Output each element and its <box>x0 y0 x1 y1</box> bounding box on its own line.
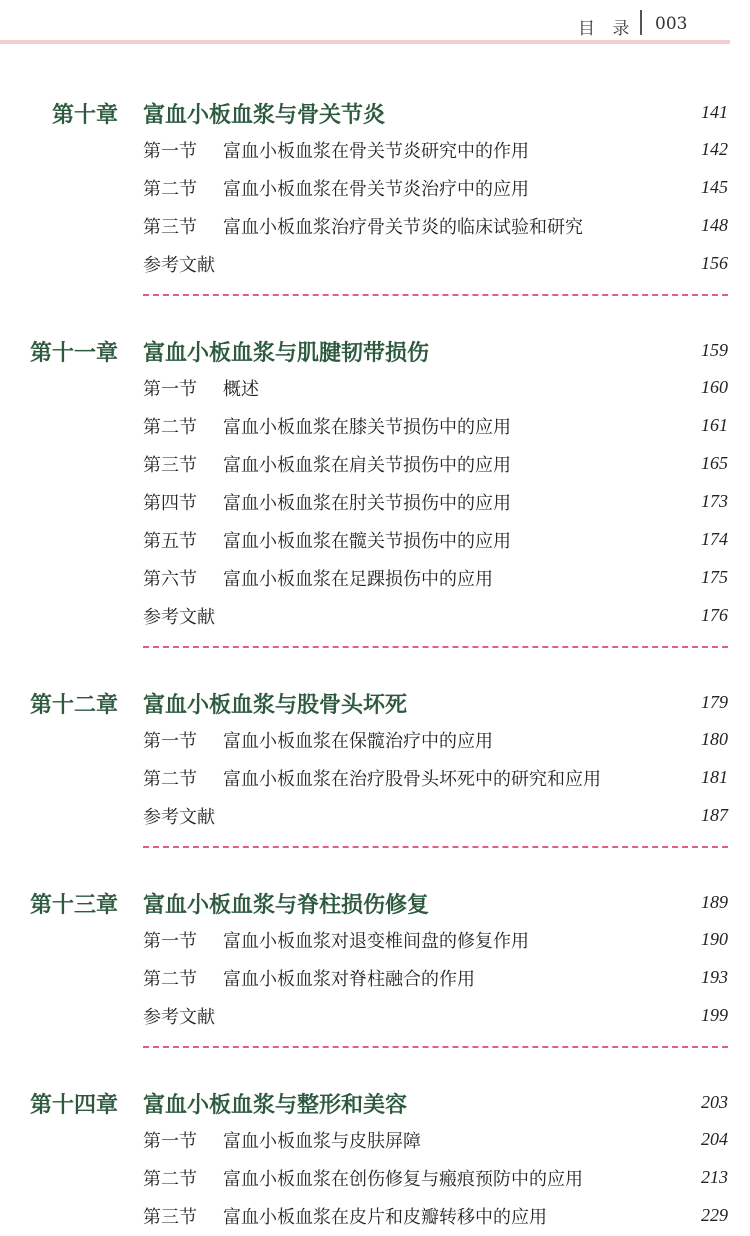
section-title: 富血小板血浆治疗骨关节炎的临床试验和研究 <box>223 217 583 238</box>
references-label: 参考文献 <box>143 607 215 628</box>
chapter-block <box>0 882 750 1082</box>
section-title: 富血小板血浆在骨关节炎治疗中的应用 <box>223 179 529 200</box>
section-title: 富血小板血浆在肩关节损伤中的应用 <box>223 455 511 476</box>
chapter-title: 富血小板血浆与脊柱损伤修复 <box>143 893 430 918</box>
section-title: 富血小板血浆在肘关节损伤中的应用 <box>223 493 511 514</box>
section-label: 第六节 <box>143 569 197 590</box>
section-entry[interactable] <box>0 960 750 998</box>
section-entry[interactable] <box>0 170 750 208</box>
section-title: 富血小板血浆在骨关节炎研究中的作用 <box>223 141 529 162</box>
chapter-separator <box>0 284 750 330</box>
section-title: 富血小板血浆与皮肤屏障 <box>223 1131 421 1152</box>
chapter-number: 第十三章 <box>29 892 118 918</box>
table-of-contents <box>0 92 750 1236</box>
section-label: 第五节 <box>143 531 197 552</box>
section-label: 第四节 <box>143 493 197 514</box>
section-label: 第三节 <box>143 455 197 476</box>
chapter-number: 第十二章 <box>29 692 118 718</box>
section-entry[interactable] <box>0 922 750 960</box>
section-entry[interactable] <box>0 1160 750 1198</box>
section-page-number: 193 <box>701 967 728 987</box>
section-label: 第三节 <box>143 217 197 238</box>
section-title: 富血小板血浆在足踝损伤中的应用 <box>223 569 493 590</box>
section-entry[interactable] <box>0 560 750 598</box>
section-page-number: 190 <box>701 929 728 949</box>
section-label: 第一节 <box>143 1131 197 1152</box>
section-label: 第一节 <box>143 141 197 162</box>
chapter-page-number: 203 <box>701 1092 728 1112</box>
section-page-number: 165 <box>701 453 728 473</box>
chapter-title: 富血小板血浆与骨关节炎 <box>143 103 386 128</box>
section-label: 第二节 <box>143 179 197 200</box>
references-entry[interactable] <box>0 998 750 1036</box>
section-page-number: 160 <box>701 377 728 397</box>
section-label: 第二节 <box>143 769 197 790</box>
section-entry[interactable] <box>0 408 750 446</box>
section-title: 富血小板血浆对脊柱融合的作用 <box>223 969 475 990</box>
chapter-number: 第十四章 <box>29 1092 118 1118</box>
section-page-number: 142 <box>701 139 728 159</box>
section-label: 第一节 <box>143 379 197 400</box>
section-entry[interactable] <box>0 446 750 484</box>
section-page-number: 148 <box>701 215 728 235</box>
chapter-page-number: 141 <box>701 102 728 122</box>
references-page-number: 199 <box>701 1005 728 1025</box>
section-title: 富血小板血浆在髋关节损伤中的应用 <box>223 531 511 552</box>
header-rule <box>0 40 730 44</box>
section-label: 第二节 <box>143 969 197 990</box>
section-page-number: 181 <box>701 767 728 787</box>
chapter-title: 富血小板血浆与整形和美容 <box>143 1093 408 1118</box>
section-entry[interactable] <box>0 1122 750 1160</box>
chapter-title: 富血小板血浆与股骨头坏死 <box>143 693 408 718</box>
section-page-number: 145 <box>701 177 728 197</box>
chapter-separator <box>0 1036 750 1082</box>
references-label: 参考文献 <box>143 807 215 828</box>
section-page-number: 229 <box>701 1205 728 1225</box>
chapter-block <box>0 92 750 330</box>
chapter-block <box>0 682 750 882</box>
references-label: 参考文献 <box>143 255 215 276</box>
section-entry[interactable] <box>0 132 750 170</box>
section-entry[interactable] <box>0 722 750 760</box>
section-title: 概述 <box>223 379 259 400</box>
chapter-heading-row[interactable] <box>0 330 750 370</box>
section-title: 富血小板血浆对退变椎间盘的修复作用 <box>223 931 529 952</box>
references-page-number: 176 <box>701 605 728 625</box>
section-entry[interactable] <box>0 370 750 408</box>
references-label: 参考文献 <box>143 1007 215 1028</box>
chapter-page-number: 189 <box>701 892 728 912</box>
references-entry[interactable] <box>0 246 750 284</box>
section-page-number: 180 <box>701 729 728 749</box>
chapter-heading-row[interactable] <box>0 1082 750 1122</box>
references-entry[interactable] <box>0 798 750 836</box>
chapter-heading-row[interactable] <box>0 92 750 132</box>
chapter-page-number: 159 <box>701 340 728 360</box>
chapter-block <box>0 1082 750 1236</box>
section-title: 富血小板血浆在膝关节损伤中的应用 <box>223 417 511 438</box>
references-page-number: 187 <box>701 805 728 825</box>
section-label: 第三节 <box>143 1207 197 1228</box>
section-title: 富血小板血浆在治疗股骨头坏死中的研究和应用 <box>223 769 601 790</box>
section-page-number: 173 <box>701 491 728 511</box>
section-label: 第一节 <box>143 731 197 752</box>
references-entry[interactable] <box>0 598 750 636</box>
page-header <box>0 0 750 46</box>
section-entry[interactable] <box>0 522 750 560</box>
chapter-heading-row[interactable] <box>0 882 750 922</box>
section-label: 第一节 <box>143 931 197 952</box>
section-entry[interactable] <box>0 484 750 522</box>
chapter-number: 第十章 <box>51 102 118 128</box>
chapter-title: 富血小板血浆与肌腱韧带损伤 <box>143 341 430 366</box>
section-title: 富血小板血浆在皮片和皮瓣转移中的应用 <box>223 1207 547 1228</box>
chapter-separator <box>0 636 750 682</box>
section-page-number: 174 <box>701 529 728 549</box>
header-divider <box>640 10 642 35</box>
section-page-number: 204 <box>701 1129 728 1149</box>
section-entry[interactable] <box>0 208 750 246</box>
section-label: 第二节 <box>143 1169 197 1190</box>
chapter-heading-row[interactable] <box>0 682 750 722</box>
references-page-number: 156 <box>701 253 728 273</box>
chapter-separator <box>0 836 750 882</box>
section-page-number: 213 <box>701 1167 728 1187</box>
chapter-block <box>0 330 750 682</box>
section-entry[interactable] <box>0 1198 750 1236</box>
chapter-page-number: 179 <box>701 692 728 712</box>
section-title: 富血小板血浆在创伤修复与瘢痕预防中的应用 <box>223 1169 583 1190</box>
chapter-number: 第十一章 <box>29 340 118 366</box>
section-label: 第二节 <box>143 417 197 438</box>
section-title: 富血小板血浆在保髋治疗中的应用 <box>223 731 493 752</box>
header-page-number: 003 <box>655 14 688 34</box>
section-page-number: 175 <box>701 567 728 587</box>
header-section-label: 目 录 <box>578 19 636 39</box>
section-entry[interactable] <box>0 760 750 798</box>
section-page-number: 161 <box>701 415 728 435</box>
